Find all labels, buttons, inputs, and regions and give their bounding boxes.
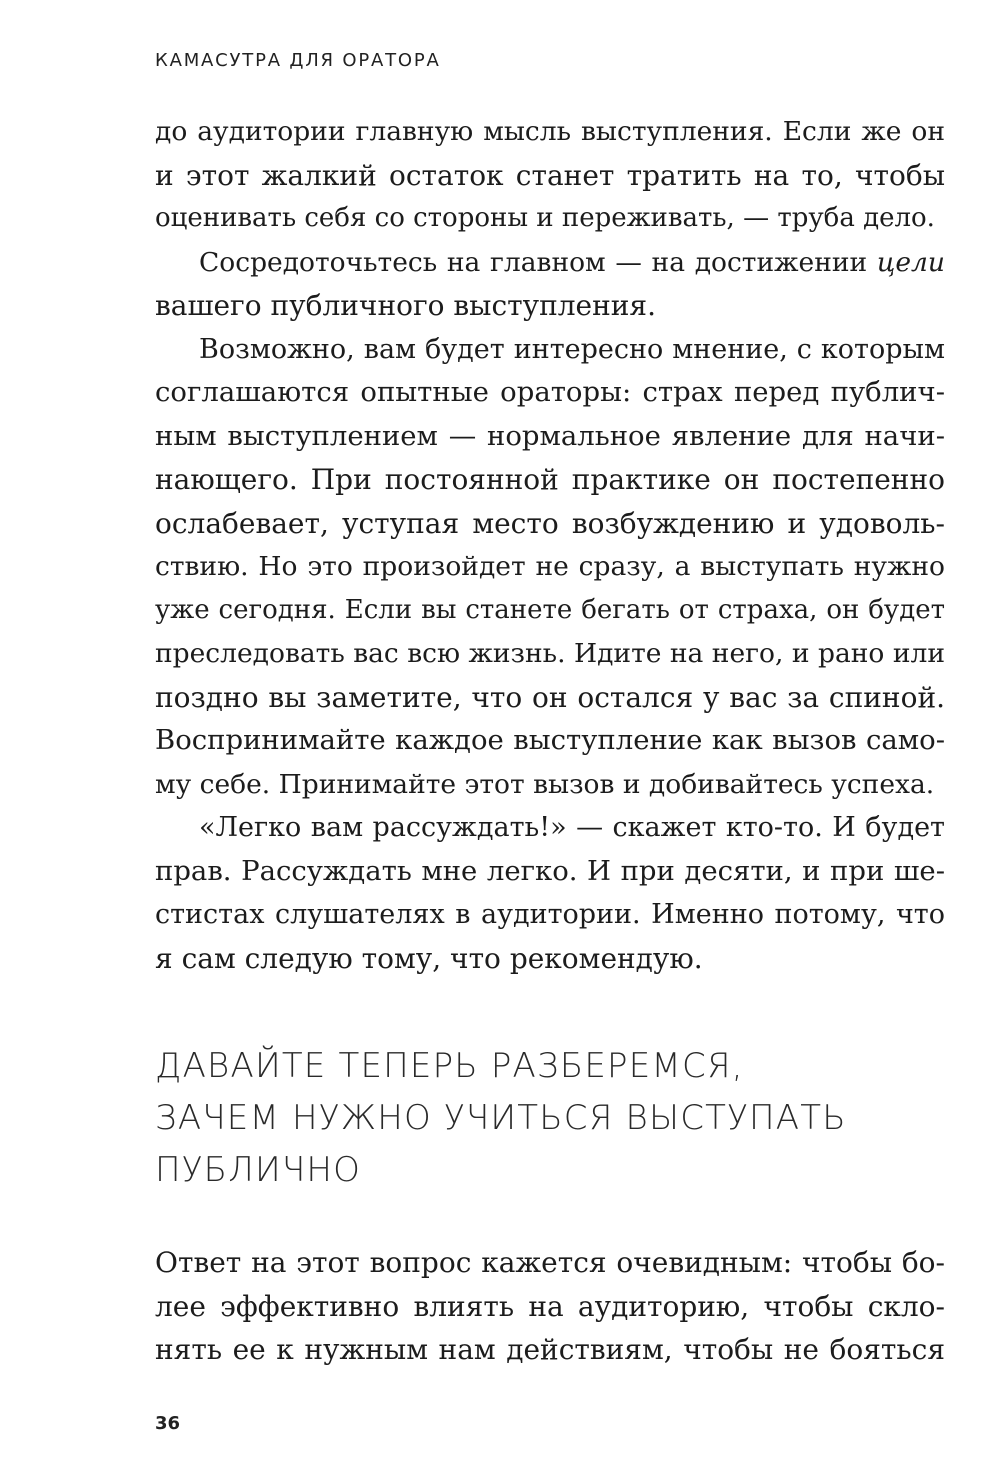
text-line: Возможно, вам будет интересно мнение, с которым [199,333,945,365]
text-line: ослабевает, уступая место возбуждению и удоволь- [155,506,945,540]
heading-line: ПУБЛИЧНО [155,1150,362,1190]
text-line: «Легко вам рассуждать!» — скажет кто-то. И будет [199,812,945,843]
text-line: му себе. Принимайте этот вызов и добивайтесь успеха. [155,768,935,800]
text-line: до аудитории главную мысль выступления. Если же он [155,116,945,147]
text-line: Воспринимайте каждое выступление как вызов само- [155,724,945,756]
section-heading [155,1040,945,1196]
text-line: Ответ на этот вопрос кажется очевидным: чтобы бо- [155,1246,945,1279]
text-line: стистах слушателях в аудитории. Именно потому, что [155,899,945,930]
text-line: и этот жалкий остаток станет тратить на то, чтобы [155,158,945,192]
text-line [155,241,945,285]
italic-word: цели [876,246,945,278]
text-span: Сосредоточьтесь на главном — на достижении [199,246,877,278]
text-line: прав. Рассуждать мне легко. И при десяти, и при ше- [155,854,945,887]
running-head: КАМАСУТРА ДЛЯ ОРАТОРА [155,50,441,71]
section-body [155,1241,945,1372]
text-line: я сам следую тому, что рекомендую. [155,941,703,975]
text-line: оценивать себя со стороны и переживать, — труба дело. [155,203,935,233]
text-line: вашего публичного выступления. [155,289,656,322]
body-text [155,110,945,980]
text-line: лее эффективно влиять на аудиторию, чтобы скло- [155,1289,945,1323]
text-line: поздно вы заметите, что он остался у вас за спиной. [155,680,945,714]
heading-line: ДАВАЙТЕ ТЕПЕРЬ РАЗБЕРЕМСЯ, [155,1046,744,1086]
text-line: соглашаются опытные ораторы: страх перед публич- [155,376,945,408]
text-line: нять ее к нужным нам действиям, чтобы не бояться [155,1333,945,1366]
text-line: ствию. Но это произойдет не сразу, а выступать нужно [155,551,945,582]
text-line: ным выступлением — нормальное явление для начи- [155,419,945,452]
text-line: нающего. При постоянной практике он постепенно [155,463,945,496]
heading-line: ЗАЧЕМ НУЖНО УЧИТЬСЯ ВЫСТУПАТЬ [155,1098,847,1138]
text-line: преследовать вас всю жизнь. Идите на него, и рано или [155,638,945,669]
text-line: уже сегодня. Если вы станете бегать от страха, он будет [155,594,945,625]
page-number: 36 [155,1413,181,1434]
